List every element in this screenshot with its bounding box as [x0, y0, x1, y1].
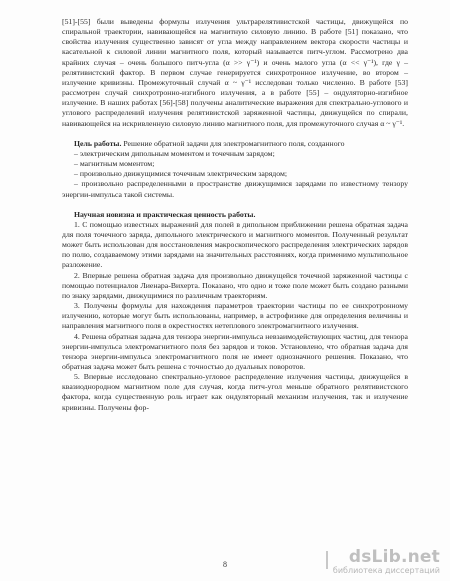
novelty-heading: Научная новизна и практическая ценность работы. [74, 209, 256, 219]
novelty-item: 1. С помощью известных выражений для полей в дипольном приближении решена обратная задача для поля точечного заряда, дипольного электрического и магнитного моментов. Полученный результат может быть использован для восстановления макроскопического распределения электрических зарядов по полю, создаваемому этими зарядами на значительных расстояниях, когда применимо мультипольное разложение. [62, 219, 408, 270]
intro-paragraph: [51]-[55] были выведены формулы излучения ультрарелятивистской частицы, движущейся по спиральной траектории, навивающейся на магнитную силовую линию. В работе [51] показано, что свойства излучения существенно зависят от угла между направлением вектора скорости частицы и касательной к силовой линии магнитного поля, который называется питч-углом. Рассмотрено два крайних случая – очень большого питч-угла (α >> γ⁻¹) и очень малого угла (α << γ⁻¹), где γ – релятивистский фактор. В первом случае генерируется синхротронное излучение, во втором – излучение кривизны. Промежуточный случай α ~ γ⁻¹ исследован только численно. В работе [53] рассмотрен случай синхротронно-изгибного излучения, а в работе [55] – ондуляторно-изгибное излучение. В наших работах [56]-[58] получены аналитические выражения для спектрально-углового и углового распределений излучения релятивистской заряженной частицы, движущейся по спирали, навивающейся на искривленную силовую линию магнитного поля, для промежуточного случая α ~ γ⁻¹. [62, 17, 408, 128]
novelty-item: 5. Впервые исследовано спектрально-угловое распределение излучения частицы, движущейся в квазиоднородном магнитном поле для случая, когда питч-угол меньше обратного релятивистского фактора, когда существенную роль играет как ондуляторный механизм излучения, так и излучение кривизны. Получены фор- [62, 372, 408, 412]
goal-item: – произвольно движущимися точечным электрическим зарядом; [74, 169, 288, 179]
watermark-bar-icon [326, 551, 328, 569]
novelty-item: 3. Получены формулы для нахождения параметров траектории частицы по ее синхротронному излучению, которые могут быть использованы, например, в астрофизике для определения величины и направления магнитного поля в окрестностях нетеплового электромагнитного излучения. [62, 301, 408, 331]
page-number: 8 [223, 560, 227, 569]
watermark-subtitle: библиотека диссертаций [332, 566, 440, 575]
goal-item: – магнитным моментом; [74, 159, 155, 169]
novelty-item: 4. Решена обратная задача для тензора энергии-импульса невзаимодействующих частиц, для тензора энергии-импульса электромагнитного поля без зарядов и токов. Установлено, что обратная задача для тензора энергии-импульса электромагнитного поля не имеет однозначного решения. Показано, что обратная задача может быть решена с точностью до дуальных поворотов. [62, 331, 408, 371]
watermark [294, 547, 444, 577]
watermark-logo: dsLib.net [348, 547, 440, 567]
goal-paragraph [62, 139, 408, 149]
goal-text: Решение обратной задачи для электромагнитного поля, созданного [121, 138, 345, 148]
novelty-heading-line [62, 210, 408, 220]
goal-item: – электрическим дипольным моментом и точечным зарядом; [74, 148, 275, 158]
novelty-item: 2. Впервые решена обратная задача для произвольно движущейся точечной заряженной частицы с помощью потенциалов Лиенара-Вихерта. Показано, что одно и тоже поле может быть создано разными по знаку зарядами, движущимися по различным траекториям. [62, 270, 408, 300]
goal-item: – произвольно распределенными в пространстве движущимися зарядами по известному тензору энергии-импульса такой системы. [62, 179, 408, 199]
page-body [62, 17, 408, 413]
goal-heading: Цель работы. [74, 138, 122, 148]
